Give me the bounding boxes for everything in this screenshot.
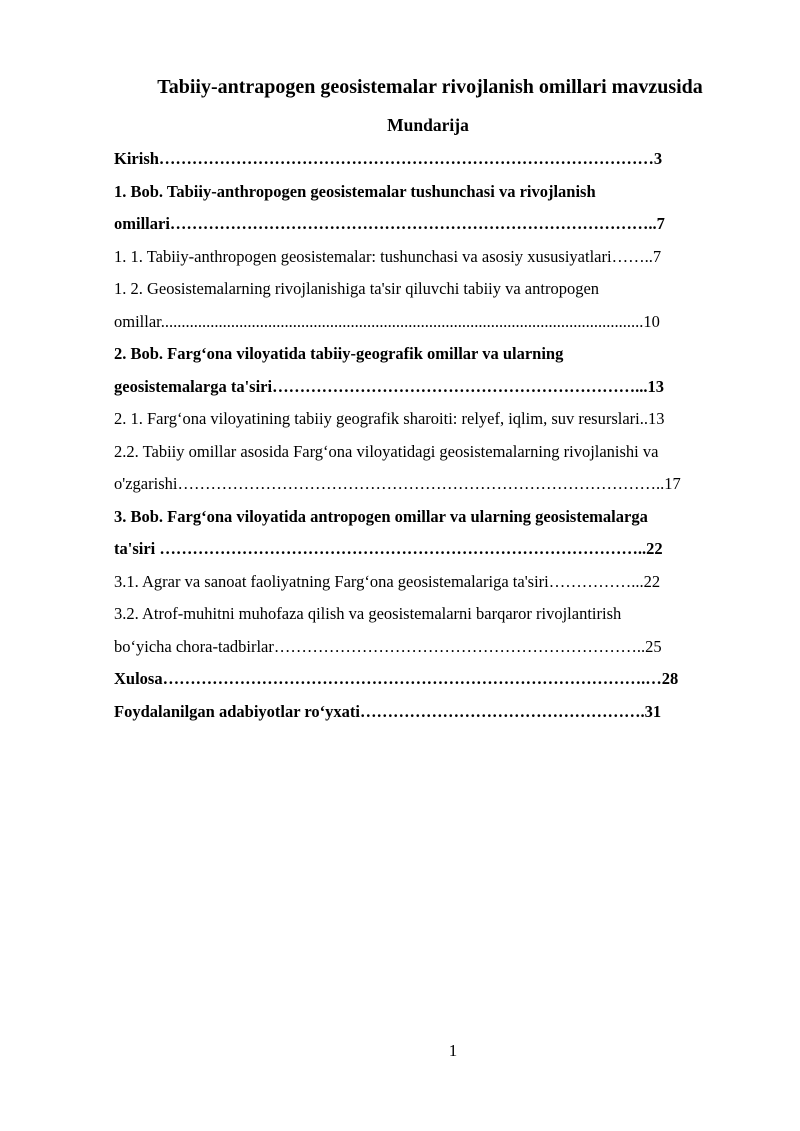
toc-line: 3. Bob. Farg‘ona viloyatida antropogen omillar va ularning geosistemalarga [114,506,648,526]
toc-line: bo‘yicha chora-tadbirlar…………………………………………………………..25 [114,636,662,656]
toc-line: 3.2. Atrof-muhitni muhofaza qilish va geosistemalarni barqaror rivojlantirish [114,604,622,623]
toc-line: Foydalanilgan adabiyotlar ro‘yxati…………………………………………….31 [114,701,662,721]
toc-line: 2. Bob. Farg‘ona viloyatida tabiiy-geografik omillar va ularning [114,344,564,363]
page-number: 1 [448,1041,458,1060]
table-of-contents [114,146,744,731]
toc-line: o'zgarishi……………………………………………………………………………..17 [114,474,681,493]
toc-line: omillari……………………………………………………………………………..7 [114,214,665,233]
toc-line: geosistemalarga ta'siri…………………………………………………………...13 [114,376,664,396]
document-title: Tabiiy-antrapogen geosistemalar rivojlanish omillari mavzusida [157,76,703,98]
toc-line: omillar.....................................................................................................................10 [114,311,660,331]
toc-line: Xulosa…………………………………………………………………………….…28 [114,669,679,688]
toc-line: Kirish………………………………………………………………………………3 [114,149,663,168]
toc-heading: Mundarija [387,115,469,135]
toc-line: 2.2. Tabiiy omillar asosida Farg‘ona viloyatidagi geosistemalarning rivojlanishi va [114,441,659,461]
toc-line: 1. 2. Geosistemalarning rivojlanishiga ta'sir qiluvchi tabiiy va antropogen [114,279,600,298]
toc-line: ta'siri ……………………………………………………………………………..22 [114,539,663,558]
toc-line: 1. Bob. Tabiiy-anthropogen geosistemalar tushunchasi va rivojlanish [114,181,596,201]
toc-line: 2. 1. Farg‘ona viloyatining tabiiy geografik sharoiti: relyef, iqlim, suv resurslari..13 [114,409,665,428]
toc-line: 1. 1. Tabiiy-anthropogen geosistemalar: tushunchasi va asosiy xususiyatlari……..7 [114,246,662,266]
toc-line: 3.1. Agrar va sanoat faoliyatning Farg‘ona geosistemalariga ta'siri……………...22 [114,571,661,591]
